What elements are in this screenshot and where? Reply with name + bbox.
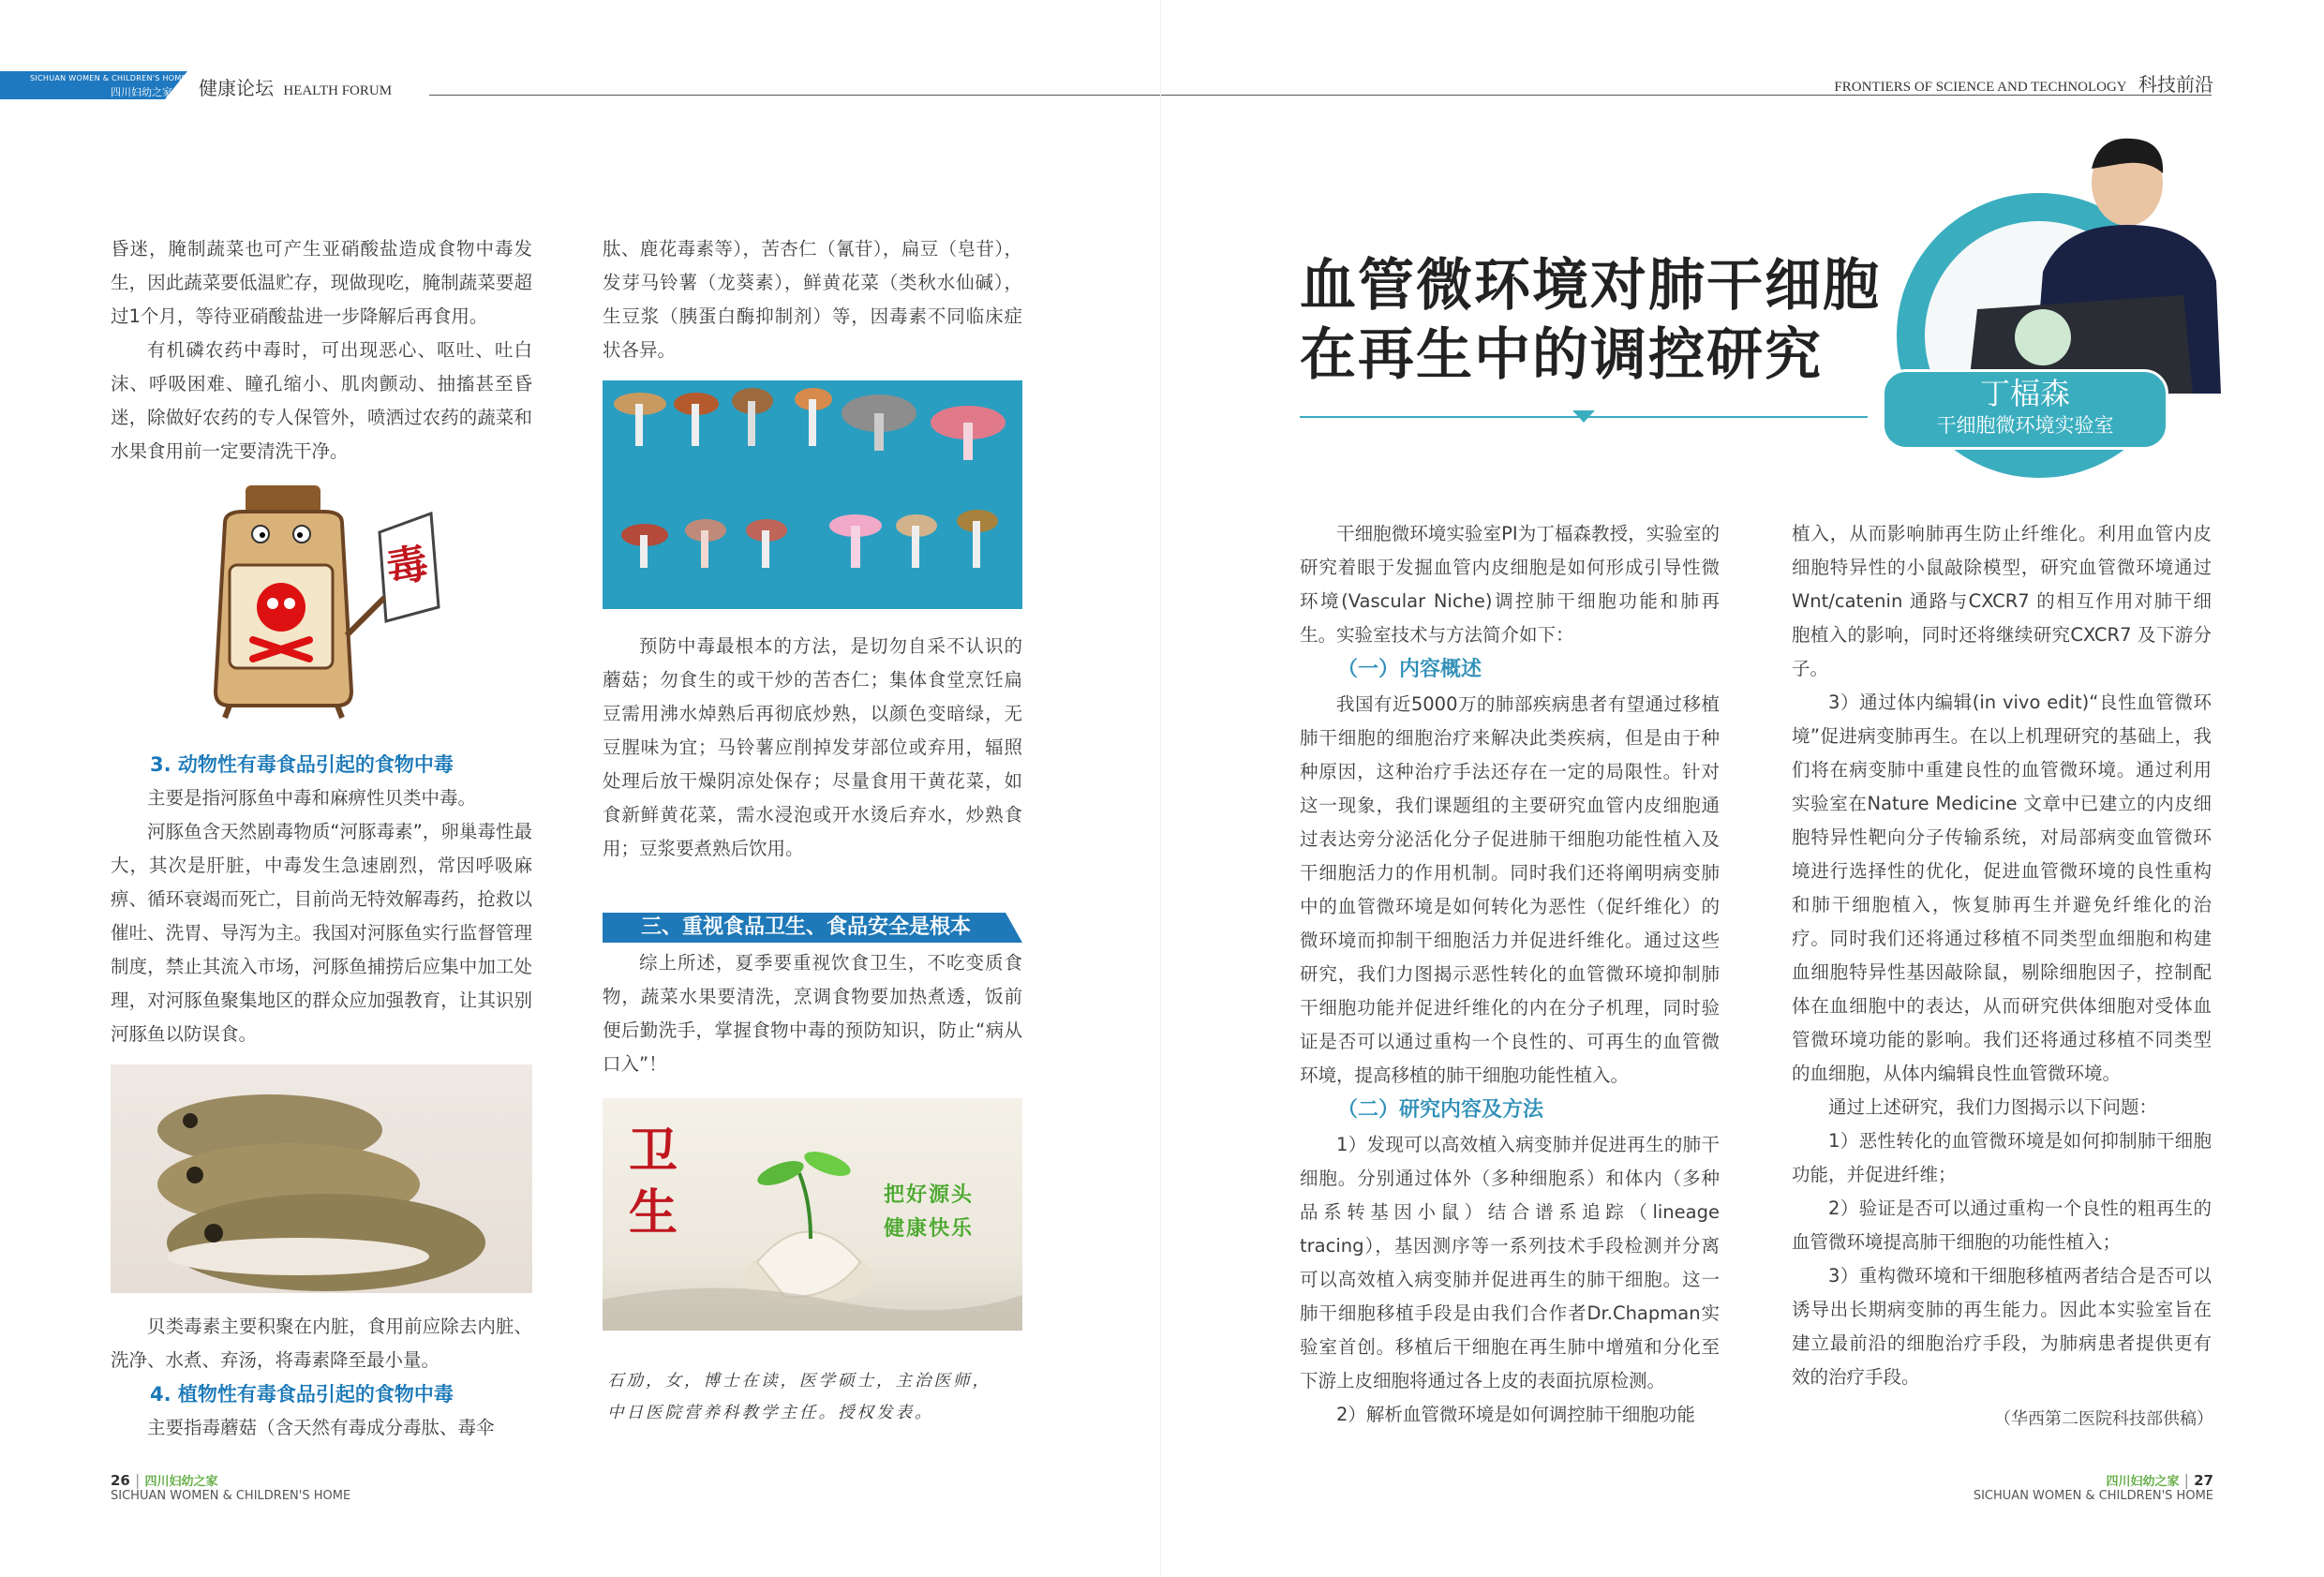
paragraph: 3）重构微环境和干细胞移植两者结合是否可以诱导出长期病变肺的再生能力。因此本实验室旨在建立最前沿的细胞治疗手段，为肺病患者提供更有效的治疗手段。 xyxy=(1792,1265,2212,1388)
left-col1-mid xyxy=(111,781,532,1051)
hygiene-slogan-1: 把好源头 xyxy=(884,1183,975,1207)
left-header-brand-en: SICHUAN WOMEN & CHILDREN'S HOME xyxy=(30,74,186,82)
right-section-en: FRONTIERS OF SCIENCE AND TECHNOLOGY xyxy=(1834,80,2127,95)
person-icon xyxy=(1902,131,2221,394)
heading-methods: （二）研究内容及方法 xyxy=(1337,1098,1544,1122)
right-page-number: 27 xyxy=(2194,1472,2213,1489)
left-section-title xyxy=(199,73,392,100)
paragraph: 植入，从而影响肺再生防止纤维化。利用血管内皮细胞特异性的小鼠敲除模型，研究血管微环境通过Wnt/catenin 通路与CXCR7 的相互作用对肺干细胞植入的影响，同时还将继续研究CXCR7 及下游分子。 xyxy=(1792,523,2212,679)
left-col2-after xyxy=(603,946,1022,1081)
left-col1-last xyxy=(111,1411,532,1445)
left-col2-mid xyxy=(603,630,1022,866)
poison-label: 毒 xyxy=(382,539,432,594)
paragraph: 昏迷，腌制蔬菜也可产生亚硝酸盐造成食物中毒发生，因此蔬菜要低温贮存，现做现吃，腌制蔬菜要超过1个月，等待亚硝酸盐进一步降解后再食用。 xyxy=(111,238,532,327)
left-page-number: 26 xyxy=(111,1472,130,1489)
researcher-name: 丁楅森 xyxy=(1979,376,2070,411)
left-header-brand-cn: 四川妇幼之家 xyxy=(111,86,172,98)
paragraph: 有机磷农药中毒时，可出现恶心、呕吐、吐白沫、呼吸困难、瞳孔缩小、肌肉颤动、抽搐甚至昏迷，除做好农药的专人保管外，喷洒过农药的蔬菜和水果食用前一定要清洗干净。 xyxy=(111,339,532,462)
author-note-2: 中日医院营养科教学主任。授权发表。 xyxy=(607,1404,934,1422)
page-spine xyxy=(1160,0,1161,1577)
mushroom-icon xyxy=(603,380,1022,609)
hygiene-slogan-2: 健康快乐 xyxy=(884,1217,975,1241)
right-col2 xyxy=(1792,517,2212,1394)
left-col1-shellfish xyxy=(111,1310,532,1377)
left-footer-brand-en: SICHUAN WOMEN & CHILDREN'S HOME xyxy=(111,1489,351,1503)
title-rule-marker xyxy=(1572,410,1595,423)
paragraph: 肽、鹿花毒素等），苦杏仁（氰苷），扁豆（皂苷），发芽马铃薯（龙葵素），鲜黄花菜（类秋水仙碱），生豆浆（胰蛋白酶抑制剂）等，因毒素不同临床症状各异。 xyxy=(603,238,1022,361)
right-col1 xyxy=(1300,517,1720,1432)
paragraph: 贝类毒素主要积聚在内脏，食用前应除去内脏、洗净、水煮、弃汤，将毒素降至最小量。 xyxy=(111,1316,532,1371)
paragraph: 2）解析血管微环境是如何调控肺干细胞功能 xyxy=(1336,1404,1695,1425)
right-section-cn: 科技前沿 xyxy=(2138,73,2213,96)
article-title-line2: 在再生中的调控研究 xyxy=(1300,322,1823,388)
right-footer-brand-en: SICHUAN WOMEN & CHILDREN'S HOME xyxy=(1973,1489,2213,1503)
paragraph: 我国有近5000万的肺部疾病患者有望通过移植肺干细胞的细胞治疗来解决此类疾病，但是由于种种原因，这种治疗手法还存在一定的局限性。针对这一现象，我们课题组的主要研究血管内皮细胞通过表达旁分泌活化分子促进肺干细胞功能性植入及干细胞活力的作用机制。同时我们还将阐明病变肺中的血管微环境是如何转化为恶性（促纤维化）的微环境而抑制干细胞活力并促进纤维化。通过这些研究，我们力图揭示恶性转化的血管微环境抑制肺干细胞功能并促进纤维化的内在分子机理，同时验证是否可以通过重构一个良性的、可再生的血管微环境，提高移植的肺干细胞功能性植入。 xyxy=(1300,693,1720,1086)
pufferfish-photo xyxy=(111,1064,532,1293)
author-note-1: 石劢，女，博士在读，医学硕士，主治医师， xyxy=(607,1372,991,1391)
article-title xyxy=(1300,251,1881,390)
heading-overview: （一）内容概述 xyxy=(1337,658,1482,681)
mushrooms-photo xyxy=(603,380,1022,609)
left-footer-sep: | xyxy=(134,1471,141,1489)
paragraph: 3）通过体内编辑(in vivo edit)“良性血管微环境”促进病变肺再生。在以上机理研究的基础上，我们将在病变肺中重建良性的血管微环境。通过利用实验室在Nature Medicine 文章中已建立的内皮细胞特异性靶向分子传输系统，对局部病变血管微环境进行选择性的优化，促进血管微环境的良性重构和肺干细胞植入，恢复肺再生并避免纤维化的治疗。同时我们还将通过移植不同类型血细胞和构建血细胞特异性基因敲除鼠，剔除细胞因子，控制配体在血细胞中的表达，从而研究供体细胞对受体血管微环境功能的影响。我们还将通过移植不同类型的血细胞，从体内编辑良性血管微环境。 xyxy=(1792,692,2212,1084)
paragraph: 综上所述，夏季要重视饮食卫生，不吃变质食物，蔬菜水果要清洗，烹调食物要加热煮透，饭前便后勤洗手，掌握食物中毒的预防知识，防止“病从口入”！ xyxy=(603,952,1022,1075)
paragraph: 预防中毒最根本的方法，是切勿自采不认识的蘑菇；勿食生的或干炒的苦杏仁；集体食堂烹饪扁豆需用沸水焯熟后再彻底炒熟，以颜色变暗绿，无豆腥味为宜；马铃薯应削掉发芽部位或弃用，辐照处理后放干燥阴凉处保存；尽量食用干黄花菜，如食新鲜黄花菜，需水浸泡或开水烫后弃水，炒熟食用；豆浆要煮熟后饮用。 xyxy=(603,635,1022,859)
poison-bottle-icon xyxy=(187,476,450,720)
heading-plant-poison: 4. 植物性有毒食品引起的食物中毒 xyxy=(150,1383,454,1406)
paragraph: 1）发现可以高效植入病变肺并促进再生的肺干细胞。分别通过体外（多种细胞系）和体内（多种品系转基因小鼠）结合谱系追踪（lineage tracing），基因测序等一系列技术手段检测并分离可以高效植入病变肺并促进再生的肺干细胞。这一肺干细胞移植手段是由我们合作者Dr.Chapman实验室首创。移植后干细胞在再生肺中增殖和分化至下游上皮细胞将通过各上皮的表面抗原检测。 xyxy=(1300,1134,1720,1391)
pufferfish-icon xyxy=(111,1064,532,1293)
left-section-en: HEALTH FORUM xyxy=(283,83,393,98)
source-note: （华西第二医院科技部供稿） xyxy=(1994,1409,2213,1429)
hygiene-poster xyxy=(603,1098,1022,1331)
left-section-cn: 健康论坛 xyxy=(199,77,274,99)
section-banner-text: 三、重视食品卫生、食品安全是根本 xyxy=(641,915,972,939)
article-title-line1: 血管微环境对肺干细胞 xyxy=(1300,253,1881,319)
paragraph: 2）验证是否可以通过重构一个良性的粗再生的血管微环境提高肺干细胞的功能性植入； xyxy=(1792,1198,2212,1253)
lab-name: 干细胞微环境实验室 xyxy=(1936,414,2114,437)
hygiene-big-label: 卫 生 xyxy=(629,1123,678,1242)
paragraph: 主要是指河豚鱼中毒和麻痹性贝类中毒。 xyxy=(147,787,477,809)
heading-animal-poison: 3. 动物性有毒食品引起的食物中毒 xyxy=(150,753,454,776)
paragraph: 干细胞微环境实验室PI为丁楅森教授，实验室的研究着眼于发掘血管内皮细胞是如何形成引导性微环境(Vascular Niche)调控肺干细胞功能和肺再生。实验室技术与方法简介如下： xyxy=(1300,523,1720,646)
right-footer xyxy=(1974,1471,2213,1503)
portrait-photo xyxy=(1902,131,2221,394)
right-footer-sep: | xyxy=(2183,1471,2190,1489)
paragraph: 主要指毒蘑菇（含天然有毒成分毒肽、毒伞 xyxy=(147,1417,495,1438)
right-section-title xyxy=(1834,69,2213,97)
paragraph: 1）恶性转化的血管微环境是如何抑制肺干细胞功能，并促进纤维； xyxy=(1792,1130,2212,1185)
left-col1-top xyxy=(111,232,532,469)
right-footer-brand-cn: 四川妇幼之家 xyxy=(2106,1475,2180,1489)
paragraph: 河豚鱼含天然剧毒物质“河豚毒素”，卵巢毒性最大，其次是肝脏，中毒发生急速剧烈，常因呼吸麻痹、循环衰竭而死亡，目前尚无特效解毒药，抢救以催吐、洗胃、导泻为主。我国对河豚鱼实行监督管理制度，禁止其流入市场，河豚鱼捕捞后应集中加工处理，对河豚鱼聚集地区的群众应加强教育，让其识别河豚鱼以防误食。 xyxy=(111,821,532,1045)
left-footer-brand-cn: 四川妇幼之家 xyxy=(144,1475,218,1489)
left-footer xyxy=(111,1471,350,1503)
left-col2-top xyxy=(603,232,1022,367)
paragraph: 通过上述研究，我们力图揭示以下问题： xyxy=(1828,1096,2158,1118)
hygiene-big-char xyxy=(629,1121,685,1244)
poison-bottle-illustration xyxy=(187,476,450,720)
